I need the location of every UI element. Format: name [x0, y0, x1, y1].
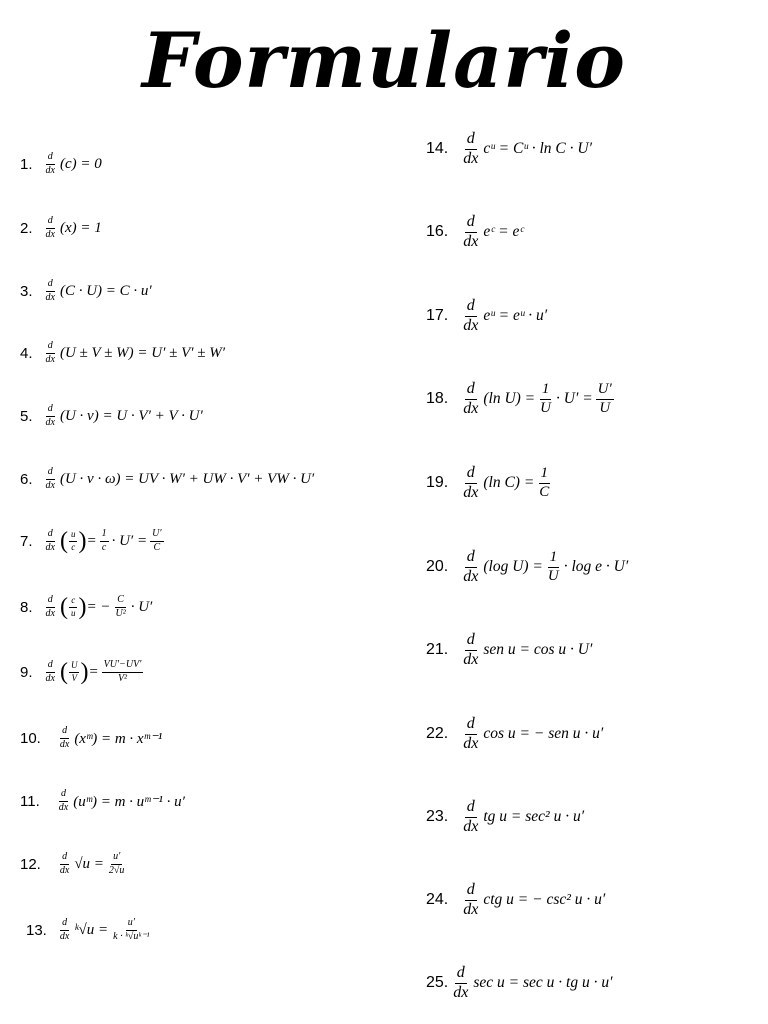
- fraction: $\frac{U'}{C}$: [152, 528, 162, 553]
- formula-expression: (xᵐ) = m · xᵐ⁻¹: [74, 730, 163, 747]
- formula-expression: (x) = 1: [59, 219, 102, 236]
- derivative-operator: $\frac{d}{dx}$: [463, 130, 479, 167]
- formula-expression: (c) = 0: [59, 155, 102, 172]
- formula-number: 12.: [20, 855, 41, 873]
- derivative-operator: $\frac{d}{dx}$: [463, 715, 479, 752]
- derivative-operator: $\frac{d}{dx}$: [463, 213, 479, 250]
- formula-expression: sen u = cos u · U′: [483, 641, 593, 659]
- derivative-operator: $\frac{d}{dx}$: [45, 466, 55, 491]
- formula-20: 20. $\frac{d}{dx}$ (log U) = $\frac{1}{U}$ · log e · U′: [426, 548, 629, 585]
- formula-number: 11.: [20, 792, 40, 810]
- derivative-operator: $\frac{d}{dx}$: [45, 151, 55, 176]
- formula-17: [426, 298, 547, 335]
- derivative-operator: $\frac{d}{dx}$: [463, 297, 479, 334]
- parenthesized-fraction: ( $\frac{u}{c}$ ): [59, 528, 87, 554]
- formula-16: [426, 214, 523, 251]
- formula-2: [20, 216, 102, 240]
- formula-expression: (U ± V ± W) = U′ ± V′ ± W′: [59, 344, 226, 361]
- formula-expression: tg u = sec² u · u′: [483, 808, 585, 826]
- formula-number: 17.: [426, 307, 449, 325]
- formula-number: 10.: [20, 729, 41, 747]
- derivative-operator: $\frac{d}{dx}$: [59, 917, 70, 942]
- formula-expression: (uᵐ) = m · uᵐ⁻¹ · u′: [73, 793, 185, 810]
- formula-number: 23.: [426, 808, 449, 826]
- formula-expression: (ln U) =: [483, 390, 536, 408]
- formula-number: 16.: [426, 223, 449, 241]
- parenthesized-fraction: ( $\frac{U}{V}$ ): [59, 659, 89, 685]
- derivative-operator: $\frac{d}{dx}$: [463, 380, 479, 417]
- parenthesized-fraction: ( $\frac{c}{u}$ ): [59, 594, 87, 620]
- formula-expression: (ln C) =: [483, 474, 535, 492]
- formula-number: 22.: [426, 725, 449, 743]
- derivative-operator: $\frac{d}{dx}$: [463, 464, 479, 501]
- formula-18: 18. $\frac{d}{dx}$ (ln U) = $\frac{1}{U}$ · U′ = $\frac{U'}{U}$: [426, 380, 612, 417]
- formula-expression: (log U) =: [483, 558, 543, 576]
- formula-8: 8. $\frac{d}{dx}$ ( $\frac{c}{u}$ ) = − $\frac{C}{\text{U²}}$ · U′: [20, 594, 153, 620]
- formula-number: 20.: [426, 558, 449, 576]
- formula-3: [20, 279, 152, 303]
- formula-24: [426, 882, 605, 919]
- formula-expression: (C · U) = C · u′: [59, 282, 152, 299]
- formula-22: [426, 716, 603, 753]
- formula-9: 9. $\frac{d}{dx}$ ( $\frac{U}{V}$ ) = $\frac{VU'-UV'}{\text{V²}}$: [20, 659, 142, 685]
- formula-expression: √u =: [74, 855, 104, 872]
- derivative-operator: $\frac{d}{dx}$: [45, 528, 55, 553]
- formula-number: 4.: [20, 344, 33, 362]
- formula-expression: (U · v · ω) = UV · W′ + UW · V′ + VW · U′: [59, 470, 315, 487]
- fraction: $\frac{u'}{2√u}$: [108, 851, 125, 876]
- formula-number: 24.: [426, 891, 449, 909]
- derivative-operator: $\frac{d}{dx}$: [463, 548, 479, 585]
- formula-expression: cos u = − sen u · u′: [483, 725, 604, 743]
- formula-14: [426, 131, 592, 168]
- formula-12: [20, 852, 129, 876]
- derivative-operator: $\frac{d}{dx}$: [45, 659, 55, 684]
- formula-expression: cᵘ = Cᵘ · ln C · U′: [483, 140, 592, 158]
- formula-number: 21.: [426, 641, 449, 659]
- formula-number: 8.: [20, 598, 33, 616]
- formula-7: 7. $\frac{d}{dx}$ ( $\frac{u}{c}$ ) = $\frac{1}{c}$ · U′ = $\frac{U'}{C}$: [20, 528, 162, 554]
- fraction: $\frac{VU'-UV'}{\text{V²}}$: [103, 659, 142, 684]
- derivative-operator: $\frac{d}{dx}$: [463, 631, 479, 668]
- formula-expression: eᵘ = eᵘ · u′: [483, 307, 548, 325]
- formula-number: 25.: [426, 974, 449, 992]
- formula-4: [20, 341, 225, 365]
- formula-23: [426, 799, 584, 836]
- fraction: $\frac{1}{U}$: [547, 549, 559, 584]
- derivative-operator: $\frac{d}{dx}$: [463, 798, 479, 835]
- formula-expression: (U · v) = U · V′ + V · U′: [59, 407, 203, 424]
- formula-5: [20, 404, 203, 428]
- formula-10: [20, 726, 162, 750]
- fraction: $\frac{1}{U}$: [540, 381, 551, 416]
- formula-expression: sec u = sec u · tg u · u′: [473, 974, 613, 992]
- formula-13: [26, 918, 154, 942]
- formula-19: [426, 465, 554, 502]
- derivative-operator: $\frac{d}{dx}$: [59, 725, 70, 750]
- fraction: $\frac{U'}{U}$: [597, 381, 612, 416]
- fraction: $\frac{u'}{\text{k · ᵏ√uᵏ⁻¹}}$: [113, 917, 150, 942]
- formula-expression: ctg u = − csc² u · u′: [483, 891, 606, 909]
- formula-number: 2.: [20, 219, 33, 237]
- formula-number: 13.: [26, 921, 47, 939]
- derivative-operator: $\frac{d}{dx}$: [58, 788, 69, 813]
- formula-1: [20, 152, 102, 176]
- derivative-operator: $\frac{d}{dx}$: [45, 594, 55, 619]
- formula-number: 6.: [20, 470, 33, 488]
- formula-25: [426, 965, 612, 1002]
- formula-number: 18.: [426, 390, 449, 408]
- formula-number: 9.: [20, 663, 33, 681]
- derivative-operator: $\frac{d}{dx}$: [463, 881, 479, 918]
- formula-expression: eᶜ = eᶜ: [483, 223, 524, 241]
- formula-number: 7.: [20, 532, 33, 550]
- derivative-operator: $\frac{d}{dx}$: [453, 964, 469, 1001]
- derivative-operator: $\frac{d}{dx}$: [45, 403, 55, 428]
- formula-number: 14.: [426, 140, 449, 158]
- formula-21: [426, 632, 592, 669]
- fraction: $\frac{C}{\text{U²}}$: [115, 594, 126, 619]
- derivative-operator: $\frac{d}{dx}$: [45, 340, 55, 365]
- formula-number: 19.: [426, 474, 449, 492]
- page-title: Formulario: [142, 16, 626, 105]
- formula-11: [20, 789, 185, 813]
- derivative-operator: $\frac{d}{dx}$: [45, 278, 55, 303]
- formula-number: 3.: [20, 282, 33, 300]
- formula-expression: ᵏ√u =: [74, 921, 109, 938]
- derivative-operator: $\frac{d}{dx}$: [59, 851, 70, 876]
- formula-6: [20, 467, 314, 491]
- formula-number: 5.: [20, 407, 33, 425]
- fraction: $\frac{1}{c}$: [101, 528, 107, 553]
- formula-number: 1.: [20, 155, 33, 173]
- fraction: $\frac{1}{C}$: [539, 465, 550, 500]
- derivative-operator: $\frac{d}{dx}$: [45, 215, 55, 240]
